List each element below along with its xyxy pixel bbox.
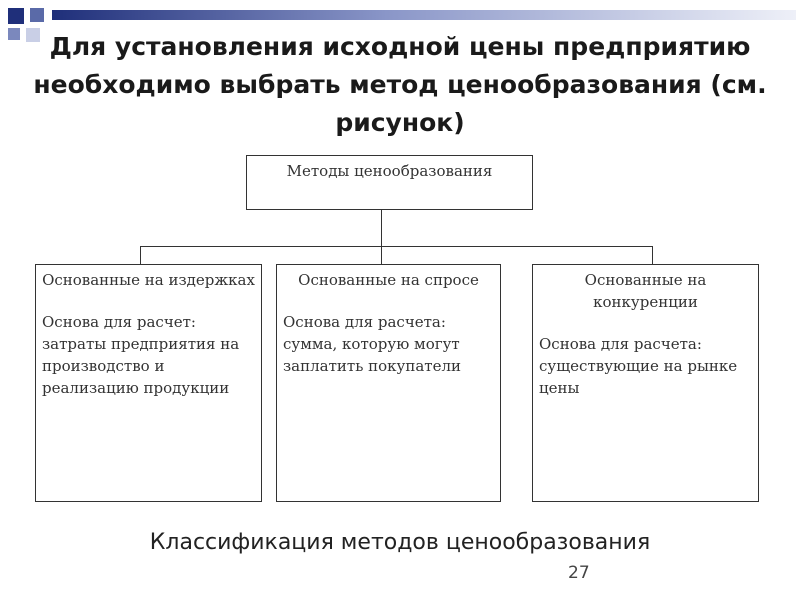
child-node-basis: Основа для расчет: затраты предприятия на производство и реализацию продукции: [42, 313, 240, 397]
root-node-box: [246, 155, 533, 210]
diagram-caption: Классификация методов ценообразования: [149, 530, 651, 555]
slide-title: Для установления исходной цены предприятию необходимо выбрать метод ценообразования (см. рисунок): [33, 32, 767, 137]
child-node-competition: [532, 264, 759, 502]
connector-root-vertical: [381, 210, 382, 246]
child-node-basis: Основа для расчета: сумма, которую могут заплатить покупатели: [283, 313, 461, 375]
page-number: 27: [568, 563, 590, 583]
header-square-decoration: [30, 8, 44, 22]
header-square-decoration: [8, 28, 20, 40]
child-node-demand: [276, 264, 501, 502]
connector-horizontal: [140, 246, 653, 247]
child-node-label: Основанные на спросе: [298, 271, 479, 289]
connector-child-3: [652, 246, 653, 264]
connector-child-1: [140, 246, 141, 264]
child-node-label: Основанные на издержках: [42, 271, 255, 289]
root-node-label: Методы ценообразования: [286, 162, 493, 180]
child-node-basis: Основа для расчета: существующие на рынке цены: [539, 335, 738, 397]
header-gradient-bar: [52, 10, 796, 20]
connector-child-2: [381, 246, 382, 264]
child-node-label: Основанные на конкуренции: [584, 271, 707, 311]
child-node-costs: [35, 264, 262, 502]
header-square-decoration: [8, 8, 24, 24]
